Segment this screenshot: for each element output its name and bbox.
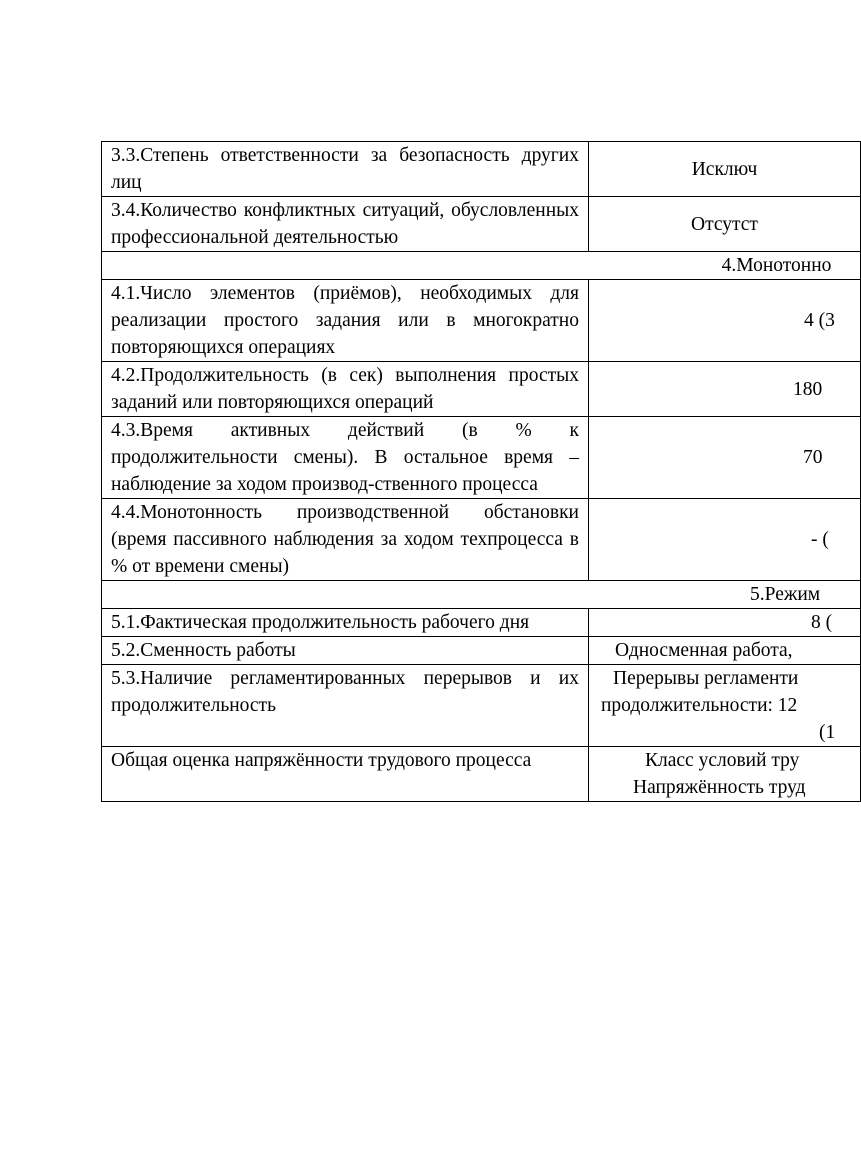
table-row [102, 637, 861, 665]
value-cell: Исключ [589, 142, 861, 197]
section-header-row [102, 252, 861, 280]
criterion-cell: Общая оценка напряжённости трудового процесса [102, 747, 589, 802]
criterion-cell: 5.1.Фактическая продолжительность рабочего дня [102, 609, 589, 637]
section-header-row [102, 581, 861, 609]
section-header: 5.Режим [102, 581, 861, 609]
criterion-cell: 3.3.Степень ответственности за безопасность других лиц [102, 142, 589, 197]
value-cell [589, 747, 861, 802]
table-row [102, 665, 861, 747]
value-cell: 8 ( [589, 609, 861, 637]
table-row [102, 609, 861, 637]
table-row [102, 197, 861, 252]
criterion-cell: 4.4.Монотонность производственной обстановки (время пассивного наблюдения за ходом техпроцесса в % от времени смены) [102, 499, 589, 581]
value-line: Перерывы регламенти [613, 668, 799, 689]
table-row [102, 362, 861, 417]
table-row [102, 142, 861, 197]
value-cell: 70 [589, 417, 861, 499]
value-cell: 4 (3 [589, 280, 861, 362]
criterion-cell: 4.2.Продолжительность (в сек) выполнения простых заданий или повторяющихся операций [102, 362, 589, 417]
section-header: 4.Монотонно [102, 252, 861, 280]
value-cell: 180 [589, 362, 861, 417]
assessment-table [101, 141, 861, 802]
criterion-cell: 5.2.Сменность работы [102, 637, 589, 665]
value-cell: Односменная работа, [589, 637, 861, 665]
value-cell: Отсутст [589, 197, 861, 252]
value-line: (1 [819, 722, 836, 743]
criterion-cell: 3.4.Количество конфликтных ситуаций, обусловленных профессиональной деятельностью [102, 197, 589, 252]
table-row [102, 280, 861, 362]
criterion-cell: 5.3.Наличие регламентированных перерывов и их продолжительность [102, 665, 589, 747]
value-line: продолжительности: 12 [601, 695, 798, 716]
value-cell: - ( [589, 499, 861, 581]
value-line: Класс условий тру [645, 750, 800, 771]
value-line: Напряжённость труд [633, 777, 806, 798]
criterion-cell: 4.1.Число элементов (приёмов), необходимых для реализации простого задания или в многократно повторяющихся операциях [102, 280, 589, 362]
criterion-cell: 4.3.Время активных действий (в % к продолжительности смены). В остальное время – наблюдение за ходом производ-ственного процесса [102, 417, 589, 499]
table-row [102, 499, 861, 581]
value-cell [589, 665, 861, 747]
table-row [102, 417, 861, 499]
table-row [102, 747, 861, 802]
